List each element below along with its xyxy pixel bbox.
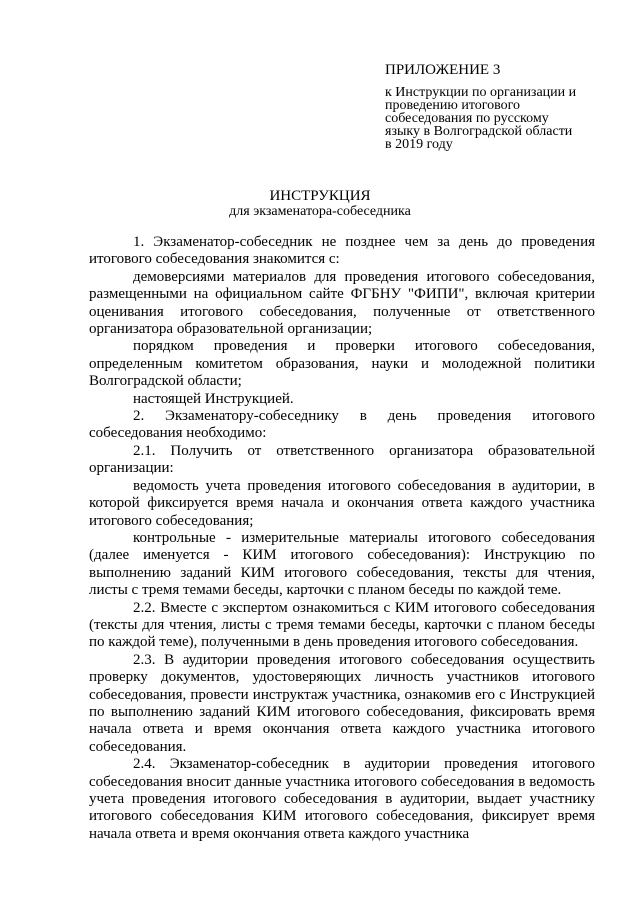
paragraph: 2. Экзаменатору-собеседнику в день проведения итогового собеседования необходимо:: [89, 408, 595, 442]
paragraph: контрольные - измерительные материалы итогового собеседования (далее именуется - КИМ итогового собеседования): Инструкцию по выполнению заданий КИМ итогового собеседования, тексты для чтения, листы с тремя темами беседы, карточки с планом беседы по каждой теме.: [89, 529, 595, 599]
paragraph: 1. Экзаменатор-собеседник не позднее чем за день до проведения итогового собеседования знакомится с:: [89, 234, 595, 268]
paragraph: 2.4. Экзаменатор-собеседник в аудитории проведения итогового собеседования вносит данные участника итогового собеседования в ведомость учета проведения итогового собеседования в аудитории, выдает участнику итогового собеседования КИМ итогового собеседования, фиксирует время начала ответа и время окончания ответа каждого участника: [89, 756, 595, 842]
appendix-line: языку в Волгоградской области: [385, 124, 573, 139]
paragraph: демоверсиями материалов для проведения итогового собеседования, размещенными на официальном сайте ФГБНУ "ФИПИ", включая критерии оценивания итогового собеседования, полученные от ответственного организатора образовательной организации;: [89, 268, 595, 338]
title-main: ИНСТРУКЦИЯ: [269, 188, 371, 204]
paragraph: ведомость учета проведения итогового собеседования в аудитории, в которой фиксируется время начала и окончания ответа каждого участника итогового собеседования;: [89, 477, 595, 529]
appendix-heading: ПРИЛОЖЕНИЕ 3: [385, 62, 501, 78]
paragraph: 2.1. Получить от ответственного организатора образовательной организации:: [89, 442, 595, 477]
document-title: [0, 188, 640, 219]
appendix-line: проведению итогового: [385, 98, 521, 113]
appendix-line: в 2019 году: [385, 137, 453, 152]
title-sub: для экзаменатора-собеседника: [229, 204, 411, 219]
paragraph: настоящей Инструкцией.: [133, 390, 294, 407]
paragraph: 2.2. Вместе с экспертом ознакомиться с КИМ итогового собеседования (тексты для чтения, листы с тремя темами беседы, карточки с планом беседы по каждой теме), полученными в день проведения итогового собеседования.: [89, 599, 595, 651]
document-body: [89, 234, 595, 843]
appendix-line: к Инструкции по организации и: [385, 85, 577, 100]
appendix-block: [385, 62, 615, 151]
appendix-line: собеседования по русскому: [385, 111, 549, 126]
paragraph: порядком проведения и проверки итогового собеседования, определенным комитетом образования, науки и молодежной политики Волгоградской области;: [89, 338, 595, 390]
paragraph: 2.3. В аудитории проведения итогового собеседования осуществить проверку документов, удостоверяющих личность участников итогового собеседования, провести инструктаж участника, ознакомив его с Инструкцией по выполнению заданий КИМ итогового собеседования, фиксировать время начала ответа и время окончания ответа каждого участника итогового собеседования.: [89, 651, 595, 755]
